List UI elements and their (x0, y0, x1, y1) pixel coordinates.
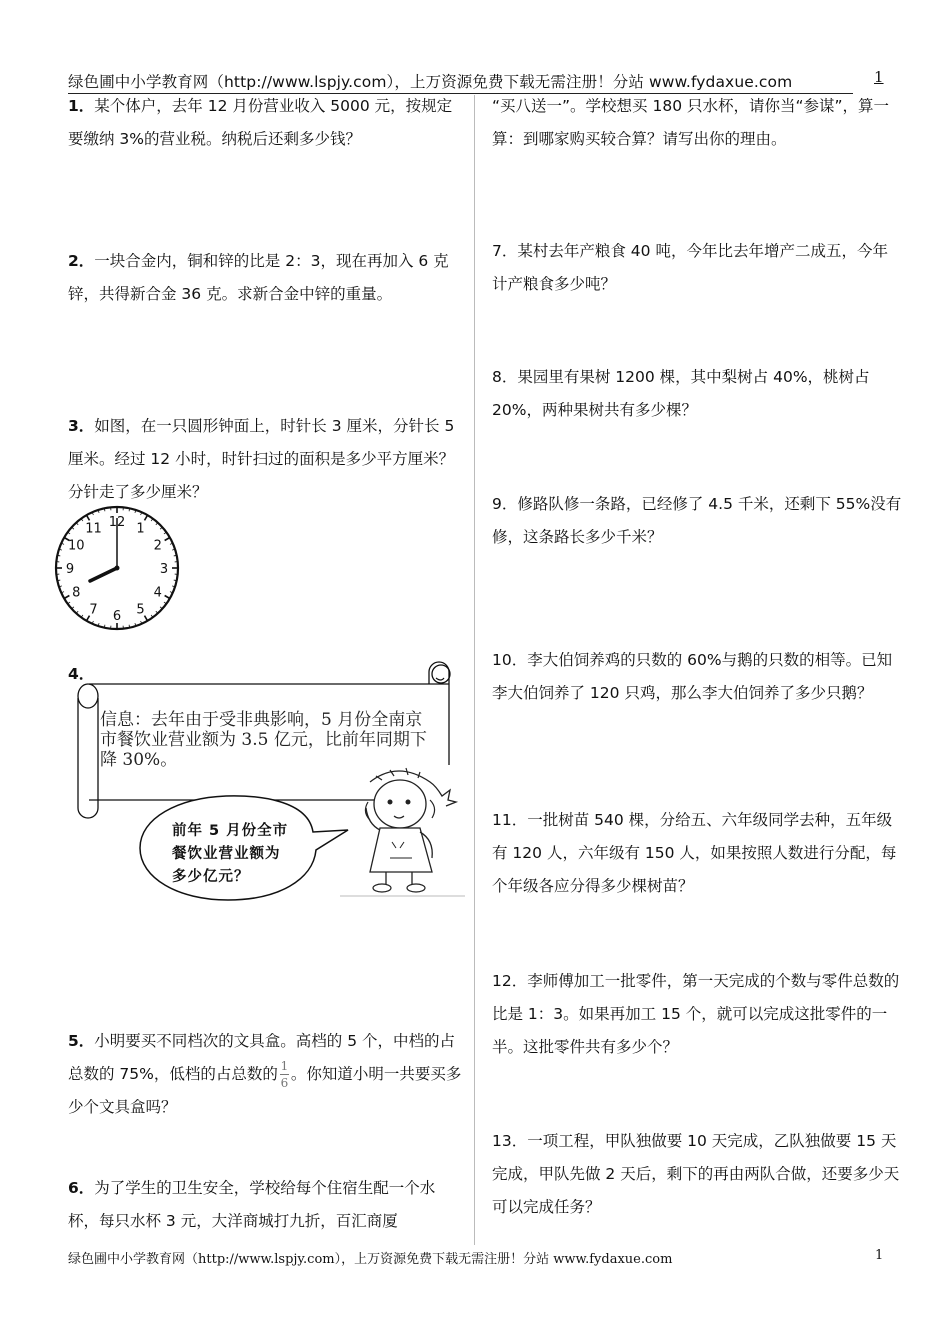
question-number: 3． (68, 417, 95, 435)
column-divider (474, 95, 475, 1245)
footer-page-number: 1 (875, 1248, 884, 1263)
footer-text: 绿色圃中小学教育网（http://www.lspjy.com），上万资源免费下载无需注册！分站 www.fydaxue.com (68, 1252, 673, 1267)
question-number: 2． (68, 252, 95, 270)
question-number: 1． (68, 97, 95, 115)
question-1 (68, 90, 463, 156)
question-text: 如图，在一只圆形钟面上，时针长 3 厘米，分针长 5 厘米。经过 12 小时，时针扫过的面积是多少平方厘米？分针走了多少厘米？ (68, 417, 455, 501)
header-text: 绿色圃中小学教育网（http://www.lspjy.com），上万资源免费下载无需注册！分站 www.fydaxue.com (68, 73, 793, 91)
clock-number: 2 (153, 538, 162, 554)
question-3 (68, 410, 463, 509)
question-number: 6． (68, 1179, 95, 1197)
clock-number: 9 (65, 562, 75, 577)
question-number: 4． (68, 665, 95, 683)
question-9: 9．修路队修一条路，已经修了 4.5 千米，还剩下 55%没有修，这条路长多少千米？ (492, 495, 902, 546)
question-6-continued: “买八送一”。学校想买 180 只水杯，请你当“参谋”，算一算：到哪家购买较合算？请写出你的理由。 (492, 97, 890, 148)
girl-character-illustration (340, 762, 465, 897)
clock-number: 6 (112, 609, 122, 624)
fraction-numerator: 1 (280, 1059, 289, 1073)
clock-number: 4 (153, 585, 162, 601)
header-page-number: 1 (874, 68, 884, 86)
clock-number: 7 (89, 602, 98, 618)
question-6 (68, 1172, 463, 1238)
clock-number: 5 (136, 602, 145, 618)
clock-number: 1 (136, 521, 145, 537)
question-12: 12．李师傅加工一批零件，第一天完成的个数与零件总数的比是 1：3。如果再加工 15 个，就可以完成这批零件的一半。这批零件共有多少个？ (492, 972, 900, 1056)
bubble-question-text: 前年 5 月份全市餐饮业营业额为多少亿元？ (172, 823, 289, 885)
question-8: 8．果园里有果树 1200 棵，其中梨树占 40%，桃树占 20%，两种果树共有多少棵？ (492, 368, 870, 419)
question-text: 一块合金内，铜和锌的比是 2：3，现在再加入 6 克锌，共得新合金 36 克。求新合金中锌的重量。 (68, 252, 449, 303)
clock-center (115, 566, 120, 571)
question-7: 7．某村去年产粮食 40 吨，今年比去年增产二成五，今年计产粮食多少吨？ (492, 242, 888, 293)
clock-number: 3 (159, 562, 169, 577)
fraction-one-sixth (280, 1059, 289, 1090)
question-text-a: 小明要买不同档次的文具盒。高档的 5 个，中档的占总数的 75%，低档的占总数的 (68, 1032, 456, 1083)
clock-number: 12 (108, 515, 126, 530)
question-text: 某个体户，去年 12 月份营业收入 5000 元，按规定要缴纳 3%的营业税。纳税后还剩多少钱？ (68, 97, 453, 148)
question-10: 10．李大伯饲养鸡的只数的 60%与鹅的只数的相等。已知李大伯饲养了 120 只鸡，那么李大伯饲养了多少只鹅？ (492, 651, 893, 702)
question-5 (68, 1025, 463, 1124)
clock-number: 8 (72, 585, 81, 601)
question-text-b: 。你知道小明一共要买多少个文具盒吗？ (68, 1065, 462, 1116)
scroll-info-text: 信息：去年由于受非典影响，5 月份全南京市餐饮业营业额为 3.5 亿元，比前年同期下降 30%。 (100, 710, 427, 770)
clock-face-figure (54, 505, 182, 633)
question-number: 5． (68, 1032, 95, 1050)
question-2 (68, 245, 463, 311)
question-11: 11．一批树苗 540 棵，分给五、六年级同学去种，五年级有 120 人，六年级有 150 人，如果按照人数进行分配，每个年级各应分得多少棵树苗？ (492, 811, 897, 895)
fraction-denominator: 6 (280, 1076, 289, 1090)
clock-number: 10 (68, 538, 85, 554)
question-text: 为了学生的卫生安全，学校给每个住宿生配一个水杯，每只水杯 3 元，大洋商城打九折，百汇商厦 (68, 1179, 436, 1230)
clock-number: 11 (85, 521, 102, 537)
question-13: 13．一项工程，甲队独做要 10 天完成，乙队独做要 15 天完成，甲队先做 2 天后，剩下的再由两队合做，还要多少天可以完成任务？ (492, 1132, 900, 1216)
